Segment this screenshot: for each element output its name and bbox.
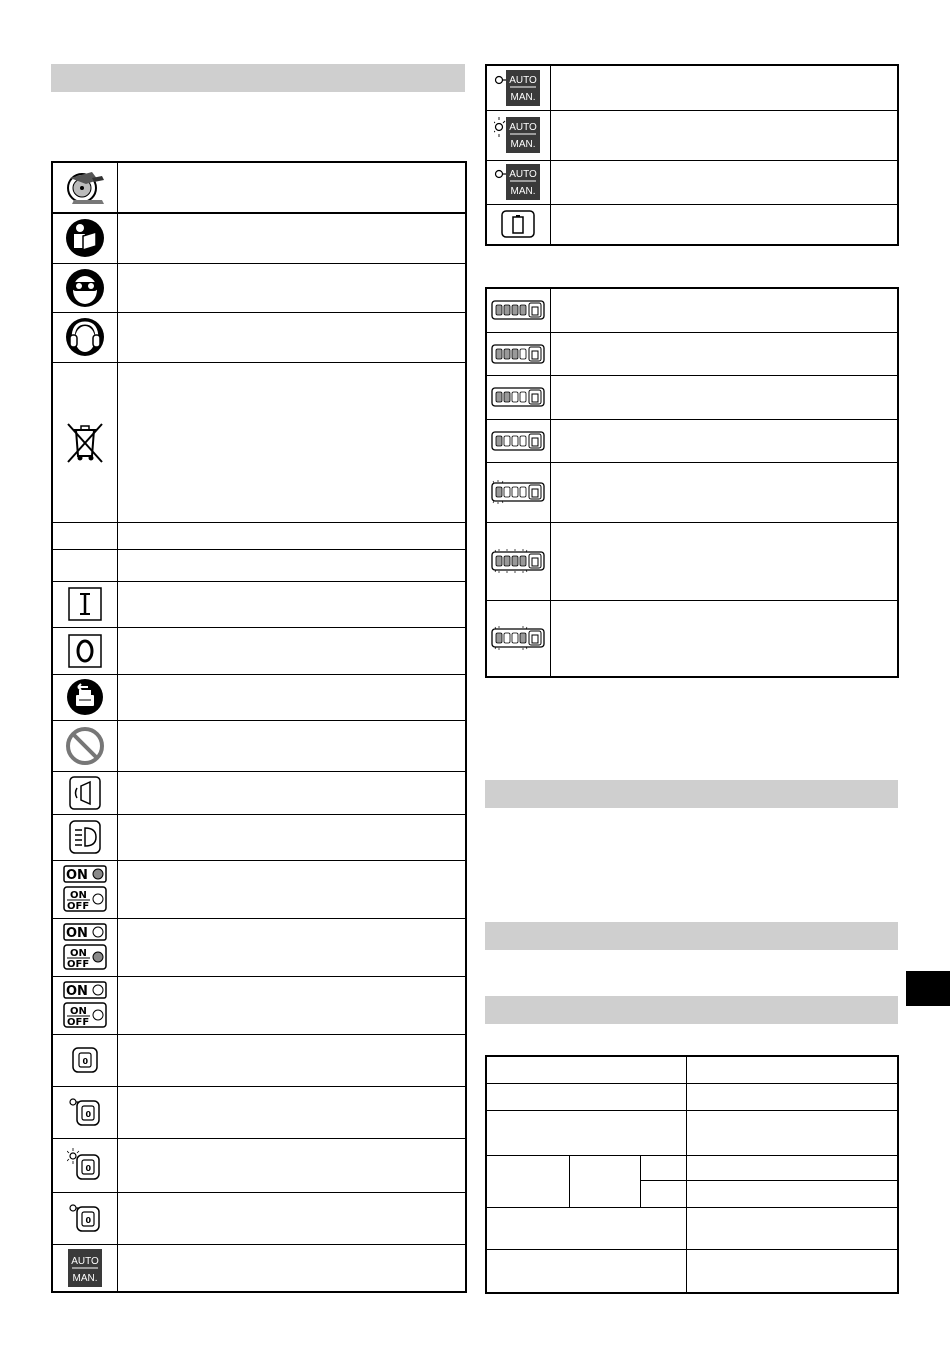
on-label: ON bbox=[69, 890, 87, 901]
power-on-icon bbox=[52, 581, 117, 627]
spec-label-cell bbox=[486, 1207, 686, 1249]
man-label: MAN. bbox=[510, 139, 536, 150]
spec-label-cell bbox=[486, 1056, 686, 1083]
right-indicator-table bbox=[485, 64, 899, 246]
spec-table bbox=[485, 1055, 899, 1294]
tag-led-off-icon bbox=[52, 1086, 117, 1138]
battery-description bbox=[550, 375, 898, 419]
spec-label-cell bbox=[486, 1249, 686, 1293]
auto-man-icon bbox=[52, 1244, 117, 1292]
spec-label-cell bbox=[486, 1110, 686, 1155]
power-off-icon bbox=[52, 627, 117, 674]
battery-description bbox=[550, 462, 898, 522]
battery-all-blinking-icon bbox=[486, 522, 550, 600]
symbol-description bbox=[117, 1244, 466, 1292]
section-header-bar-3 bbox=[485, 996, 898, 1024]
work-light-icon bbox=[52, 814, 117, 860]
eye-protection-icon bbox=[52, 263, 117, 312]
auto-label: AUTO bbox=[70, 1255, 99, 1267]
ear-protection-icon bbox=[52, 312, 117, 362]
symbol-description bbox=[117, 1138, 466, 1192]
auto-label: AUTO bbox=[509, 122, 538, 133]
symbol-description bbox=[117, 263, 466, 312]
symbol-description bbox=[117, 976, 466, 1034]
section-header-bar-symbols bbox=[51, 64, 465, 92]
battery-4-bars-icon bbox=[486, 288, 550, 332]
on-label: ON bbox=[65, 868, 88, 883]
bluetooth-off-indicator-icon bbox=[52, 976, 117, 1034]
spec-subgroup-cell bbox=[569, 1155, 640, 1207]
indicator-description bbox=[550, 160, 898, 204]
spec-value-cell bbox=[686, 1110, 898, 1155]
crossed-out-bin-icon bbox=[52, 362, 117, 522]
symbol-description bbox=[117, 1086, 466, 1138]
spec-value-cell bbox=[686, 1180, 898, 1207]
symbol-description bbox=[117, 860, 466, 918]
spec-sublabel-cell bbox=[640, 1155, 686, 1180]
man-label: MAN. bbox=[510, 186, 536, 197]
disconnect-battery-icon bbox=[52, 674, 117, 720]
man-label: MAN. bbox=[510, 91, 536, 103]
spec-value-cell bbox=[686, 1249, 898, 1293]
left-symbols-table bbox=[51, 161, 467, 1293]
battery-3-bars-icon bbox=[486, 332, 550, 375]
spec-value-cell bbox=[686, 1083, 898, 1110]
blank-symbol bbox=[52, 522, 117, 549]
battery-level-table bbox=[485, 287, 899, 678]
tag-glyph: 0 bbox=[85, 1164, 91, 1173]
battery-1-bar-icon bbox=[486, 419, 550, 462]
language-thumb-tab bbox=[906, 971, 950, 1006]
battery-icon bbox=[486, 204, 550, 245]
man-label: MAN. bbox=[72, 1272, 98, 1284]
auto-man-led-off-icon bbox=[486, 65, 550, 110]
tag-button-icon bbox=[52, 1034, 117, 1086]
on-label: ON bbox=[65, 926, 88, 941]
indicator-description bbox=[550, 65, 898, 110]
symbol-description bbox=[117, 162, 466, 213]
auto-label: AUTO bbox=[509, 74, 538, 86]
tag-glyph: 0 bbox=[85, 1110, 91, 1119]
auto-man-led-blinking-icon bbox=[486, 110, 550, 160]
on-label: ON bbox=[69, 1006, 87, 1017]
symbol-description bbox=[117, 814, 466, 860]
indicator-description bbox=[550, 204, 898, 245]
blank-symbol bbox=[52, 549, 117, 581]
spec-group-cell bbox=[486, 1155, 569, 1207]
battery-description bbox=[550, 419, 898, 462]
circular-saw-icon bbox=[52, 162, 117, 213]
off-label: OFF bbox=[66, 901, 89, 912]
off-label: OFF bbox=[66, 1017, 89, 1028]
battery-1-bar-blinking-icon bbox=[486, 462, 550, 522]
spec-label-cell bbox=[486, 1083, 686, 1110]
symbol-description bbox=[117, 771, 466, 814]
read-manual-icon bbox=[52, 213, 117, 263]
auto-man-led-on-icon bbox=[486, 160, 550, 204]
battery-description bbox=[550, 522, 898, 600]
tag-led-blinking-icon bbox=[52, 1138, 117, 1192]
battery-description bbox=[550, 288, 898, 332]
symbol-description bbox=[117, 918, 466, 976]
battery-alternating-blinking-icon bbox=[486, 600, 550, 677]
symbol-description bbox=[117, 213, 466, 263]
bluetooth-on-off-indicator-icon bbox=[52, 918, 117, 976]
spec-value-cell bbox=[686, 1056, 898, 1083]
battery-2-bars-icon bbox=[486, 375, 550, 419]
tag-glyph: 0 bbox=[85, 1216, 91, 1225]
tag-glyph: 0 bbox=[82, 1057, 88, 1066]
symbol-description bbox=[117, 1034, 466, 1086]
indicator-description bbox=[550, 110, 898, 160]
battery-description bbox=[550, 332, 898, 375]
bluetooth-on-indicator-icon bbox=[52, 860, 117, 918]
auto-label: AUTO bbox=[509, 169, 538, 180]
section-header-bar-1 bbox=[485, 780, 898, 808]
symbol-description bbox=[117, 627, 466, 674]
symbol-description bbox=[117, 1192, 466, 1244]
prohibited-icon bbox=[52, 720, 117, 771]
symbol-description bbox=[117, 720, 466, 771]
battery-description bbox=[550, 600, 898, 677]
spec-value-cell bbox=[686, 1207, 898, 1249]
off-label: OFF bbox=[66, 959, 89, 970]
tag-led-on-icon bbox=[52, 1192, 117, 1244]
symbol-description bbox=[117, 522, 466, 549]
spec-sublabel-cell bbox=[640, 1180, 686, 1207]
section-header-bar-2 bbox=[485, 922, 898, 950]
symbol-description bbox=[117, 674, 466, 720]
on-label: ON bbox=[65, 984, 88, 999]
symbol-description bbox=[117, 581, 466, 627]
mode-switch-icon bbox=[52, 771, 117, 814]
symbol-description bbox=[117, 549, 466, 581]
symbol-description bbox=[117, 362, 466, 522]
on-label: ON bbox=[69, 948, 87, 959]
spec-value-cell bbox=[686, 1155, 898, 1180]
symbol-description bbox=[117, 312, 466, 362]
